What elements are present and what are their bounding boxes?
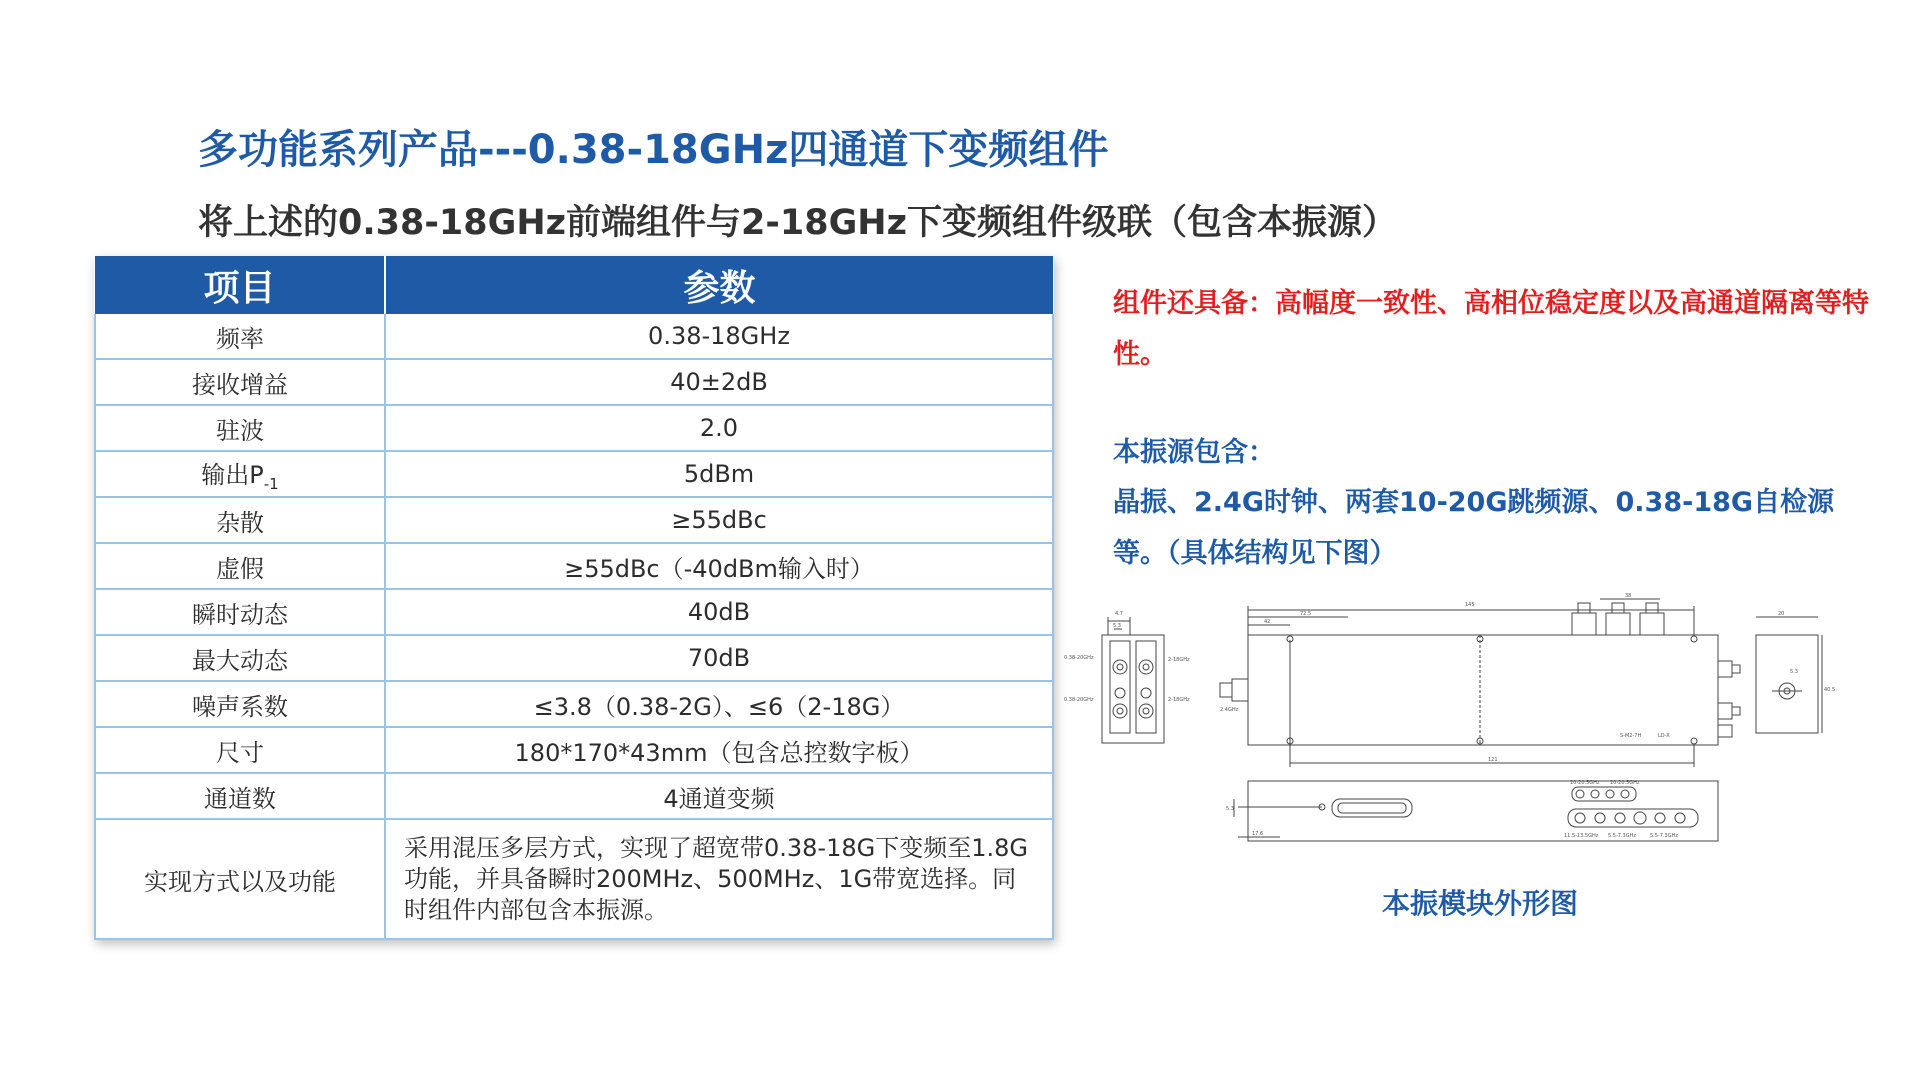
row-value: ≥55dBc [385,497,1053,543]
lo-heading: 本振源包含： [1113,437,1275,468]
row-value: 采用混压多层方式，实现了超宽带0.38-18G下变频至1.8G功能，并具备瞬时200MHz、500MHz、1G带宽选择。同时组件内部包含本振源。 [385,819,1053,939]
table-row [95,635,1053,681]
left-end-view [1102,635,1164,743]
spec-table [94,256,1054,940]
dim-42: 42 [1264,619,1271,625]
row-item [95,451,385,497]
row-value: 4通道变频 [385,773,1053,819]
lo-module-drawing [1060,585,1840,855]
row-item: 驻波 [95,405,385,451]
row-value: 40dB [385,589,1053,635]
dim-bottom-a: 17.6 [1252,831,1264,837]
label-model: S-M2-7H [1620,733,1642,739]
row-value: 180*170*43mm（包含总控数字板） [385,727,1053,773]
table-row [95,451,1053,497]
row-item: 虚假 [95,543,385,589]
header-param: 参数 [385,256,1053,314]
row-value: ≤3.8（0.38-2G）、≤6（2-18G） [385,681,1053,727]
table-row [95,405,1053,451]
row-item-text: 输出P [201,461,264,489]
table-row [95,773,1053,819]
dim-right: 20 [1778,611,1785,617]
page-title: 多功能系列产品---0.38-18GHz四通道下变频组件 [198,127,1109,173]
row-item: 杂散 [95,497,385,543]
table-row [95,314,1053,359]
page-subtitle: 将上述的0.38-18GHz前端组件与2-18GHz下变频组件级联（包含本振源） [198,203,1397,243]
dim-right-h: 40.5 [1824,687,1836,693]
row-value: ≥55dBc（-40dBm输入时） [385,543,1053,589]
label-2-18-bottom: 2-18GHz [1168,697,1190,703]
dim-left-a: 4.7 [1115,611,1123,617]
bottom-view [1248,781,1718,841]
label-038-20-top: 0.38-20GHz [1064,655,1094,661]
row-item: 频率 [95,314,385,359]
row-value: 5dBm [385,451,1053,497]
header-item: 项目 [95,256,385,314]
row-value: 40±2dB [385,359,1053,405]
label-11-5-13-5: 11.5-13.5GHz [1564,833,1599,839]
table-row [95,819,1053,939]
main-body-view [1248,635,1718,745]
table-row [95,543,1053,589]
table-row [95,359,1053,405]
label-ldx: LD-X [1658,733,1670,739]
dim-right-b: 5.3 [1790,669,1798,675]
row-item: 尺寸 [95,727,385,773]
right-end-view [1756,635,1818,733]
table-row [95,727,1053,773]
lo-description: 晶振、2.4G时钟、两套10-20G跳频源、0.38-18G自检源等。（具体结构见下图） [1113,487,1835,569]
row-item: 接收增益 [95,359,385,405]
dim-121: 121 [1488,757,1498,763]
label-5-5-7-3-a: 5.5-7.3GHz [1608,833,1636,839]
dim-top: 145 [1465,602,1475,608]
row-value: 2.0 [385,405,1053,451]
drawing-caption: 本振模块外形图 [1382,887,1579,920]
row-item: 实现方式以及功能 [95,819,385,939]
feature-note: 组件还具备：高幅度一致性、高相位稳定度以及高通道隔离等特性。 [1113,288,1869,370]
dim-top-small: 38 [1625,593,1632,599]
table-row [95,497,1053,543]
table-header-row [95,256,1053,314]
dim-bottom-b: 5.3 [1226,806,1234,812]
row-item: 最大动态 [95,635,385,681]
label-5-5-7-3-b: 5.5-7.3GHz [1650,833,1678,839]
row-value: 0.38-18GHz [385,314,1053,359]
row-item-subscript: -1 [263,475,279,493]
label-038-20-bottom: 0.38-20GHz [1064,697,1094,703]
table-row [95,681,1053,727]
row-value: 70dB [385,635,1053,681]
dim-left-b: 5.3 [1113,623,1121,629]
row-item: 通道数 [95,773,385,819]
label-10-20-5-b: 10-20.5GHz [1610,780,1640,786]
dim-72-5: 72.5 [1300,611,1312,617]
row-item: 噪声系数 [95,681,385,727]
label-10-20-5-a: 10-20.5GHz [1570,780,1600,786]
row-item: 瞬时动态 [95,589,385,635]
table-row [95,589,1053,635]
label-2-18-top: 2-18GHz [1168,657,1190,663]
label-2-4ghz: 2.4GHz [1220,707,1239,713]
